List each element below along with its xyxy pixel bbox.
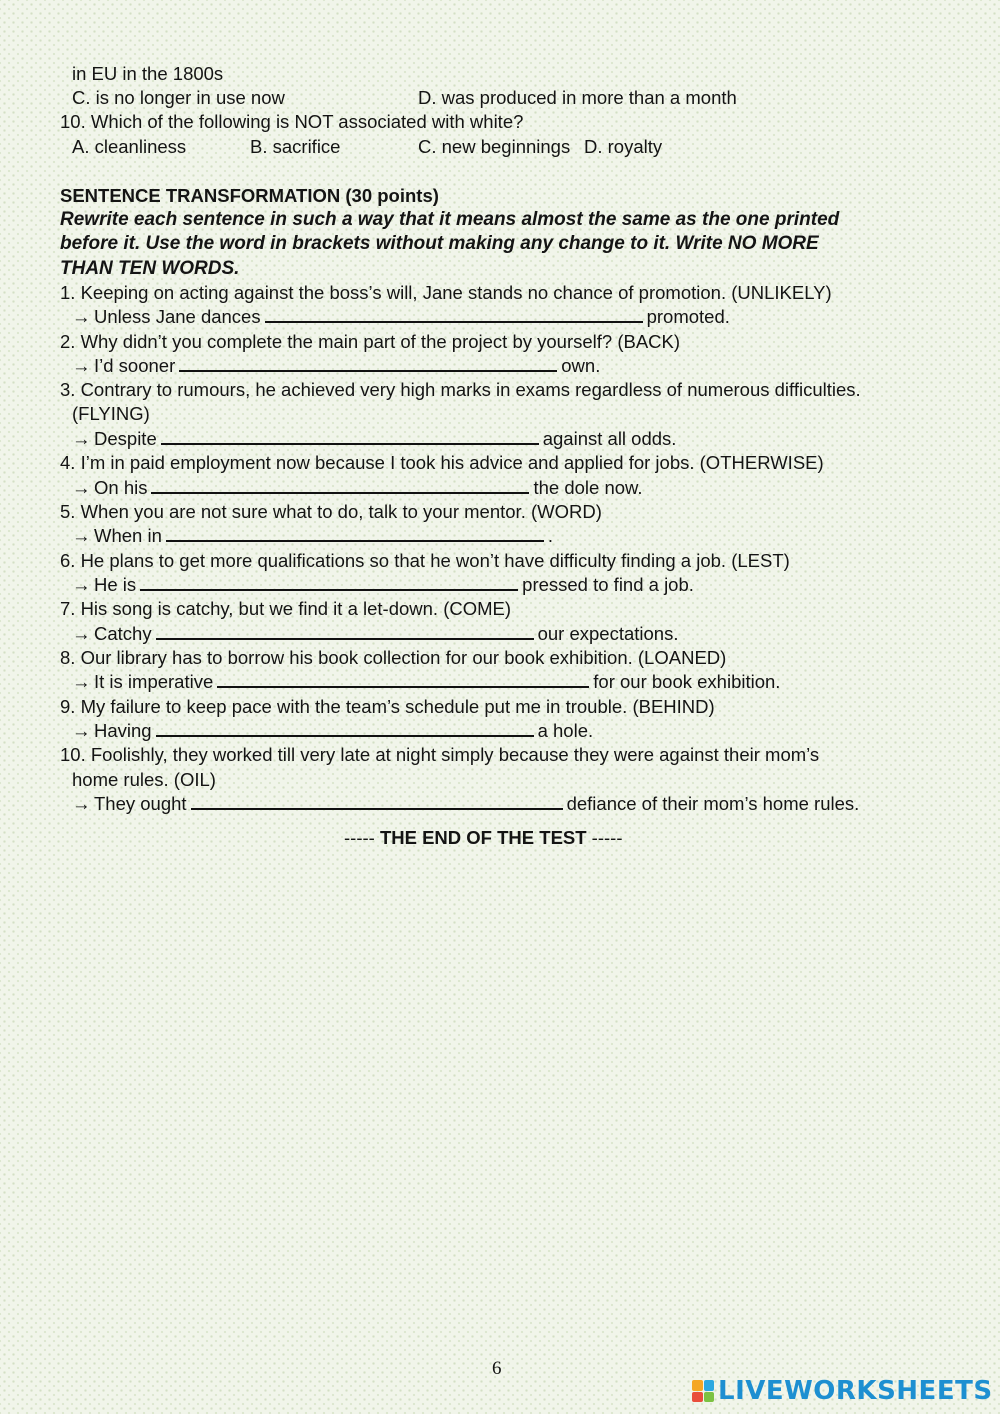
brand-mark-icon [692,1380,714,1402]
answer-line [72,573,694,597]
answer-prefix: They ought [94,793,187,814]
arrow-icon: → [72,623,91,644]
section-instruction: before it. Use the word in brackets without making any change to it. Write NO MORE [60,233,819,254]
answer-line [72,622,678,646]
answer-blank[interactable] [151,476,529,494]
answer-line [72,670,780,694]
answer-blank[interactable] [217,670,589,688]
option-a: A. cleanliness [72,136,187,157]
answer-blank[interactable] [161,427,539,445]
question-stem: 10. Which of the following is NOT associated with white? [60,111,524,132]
liveworksheets-logo[interactable] [692,1374,993,1408]
answer-suffix: for our book exhibition. [593,671,781,692]
answer-prefix: When in [94,525,162,546]
option-d: D. was produced in more than a month [418,87,737,108]
answer-line [72,305,730,329]
answer-suffix: promoted. [646,306,730,327]
answer-blank[interactable] [140,573,518,591]
answer-line [72,354,600,378]
question-stem: 9. My failure to keep pace with the team’s schedule put me in trouble. (BEHIND) [60,696,715,717]
end-of-test [344,826,623,850]
answer-suffix: pressed to find a job. [522,574,694,595]
arrow-icon: → [72,428,91,449]
arrow-icon: → [72,355,91,376]
end-dashes: ----- [586,827,623,848]
question-stem: 10. Foolishly, they worked till very late at night simply because they were against their mom’s [60,744,820,765]
section-title: SENTENCE TRANSFORMATION (30 points) [60,185,439,206]
answer-blank[interactable] [265,305,643,323]
question-stem-continuation: home rules. (OIL) [72,769,216,790]
answer-blank[interactable] [166,524,544,542]
answer-suffix: . [547,525,554,546]
answer-suffix: the dole now. [533,477,643,498]
answer-blank[interactable] [156,622,534,640]
brand-mark-tile [692,1380,703,1391]
answer-prefix: Unless Jane dances [94,306,261,327]
answer-prefix: Having [94,720,152,741]
arrow-icon: → [72,306,91,327]
question-stem: 6. He plans to get more qualifications so that he won’t have difficulty finding a job. (LEST) [60,550,790,571]
question-stem: 3. Contrary to rumours, he achieved very high marks in exams regardless of numerous difficulties. [60,379,861,400]
answer-line [72,719,593,743]
answer-prefix: Despite [94,428,157,449]
question-stem: 1. Keeping on acting against the boss’s will, Jane stands no chance of promotion. (UNLIKELY) [60,282,832,303]
question-stem: 2. Why didn’t you complete the main part of the project by yourself? (BACK) [60,331,681,352]
section-instruction: THAN TEN WORDS. [60,258,240,279]
arrow-icon: → [72,671,91,692]
end-text: THE END OF THE TEST [379,827,587,848]
answer-prefix: On his [94,477,148,498]
answer-line [72,524,553,548]
question-stem-continuation: (FLYING) [72,403,150,424]
answer-blank[interactable] [191,792,563,810]
option-c: C. is no longer in use now [72,87,285,108]
answer-blank[interactable] [156,719,534,737]
question-stem: 8. Our library has to borrow his book collection for our book exhibition. (LOANED) [60,647,727,668]
answer-suffix: our expectations. [537,623,679,644]
answer-prefix: He is [94,574,137,595]
brand-mark-tile [692,1392,703,1403]
option-b: B. sacrifice [250,136,341,157]
answer-prefix: I’d sooner [94,355,176,376]
answer-suffix: against all odds. [542,428,677,449]
option-d: D. royalty [584,136,663,157]
page-number: 6 [492,1358,502,1379]
answer-suffix: defiance of their mom’s home rules. [566,793,860,814]
answer-blank[interactable] [179,354,557,372]
answer-line [72,792,859,816]
answer-prefix: Catchy [94,623,152,644]
option-c: C. new beginnings [418,136,571,157]
end-dashes: ----- [344,827,380,848]
arrow-icon: → [72,477,91,498]
option-a-continuation: in EU in the 1800s [72,63,224,84]
answer-line [72,476,643,500]
answer-prefix: It is imperative [94,671,214,692]
brand-mark-tile [704,1392,715,1403]
section-instruction: Rewrite each sentence in such a way that it means almost the same as the one printed [60,209,840,230]
answer-suffix: a hole. [537,720,594,741]
answer-line [72,427,676,451]
answer-suffix: own. [561,355,601,376]
arrow-icon: → [72,793,91,814]
question-stem: 5. When you are not sure what to do, talk to your mentor. (WORD) [60,501,602,522]
brand-name: LIVEWORKSHEETS [718,1376,993,1406]
question-stem: 4. I’m in paid employment now because I took his advice and applied for jobs. (OTHERWISE) [60,452,824,473]
brand-mark-tile [704,1380,715,1391]
arrow-icon: → [72,525,91,546]
arrow-icon: → [72,720,91,741]
arrow-icon: → [72,574,91,595]
question-stem: 7. His song is catchy, but we find it a let-down. (COME) [60,598,512,619]
